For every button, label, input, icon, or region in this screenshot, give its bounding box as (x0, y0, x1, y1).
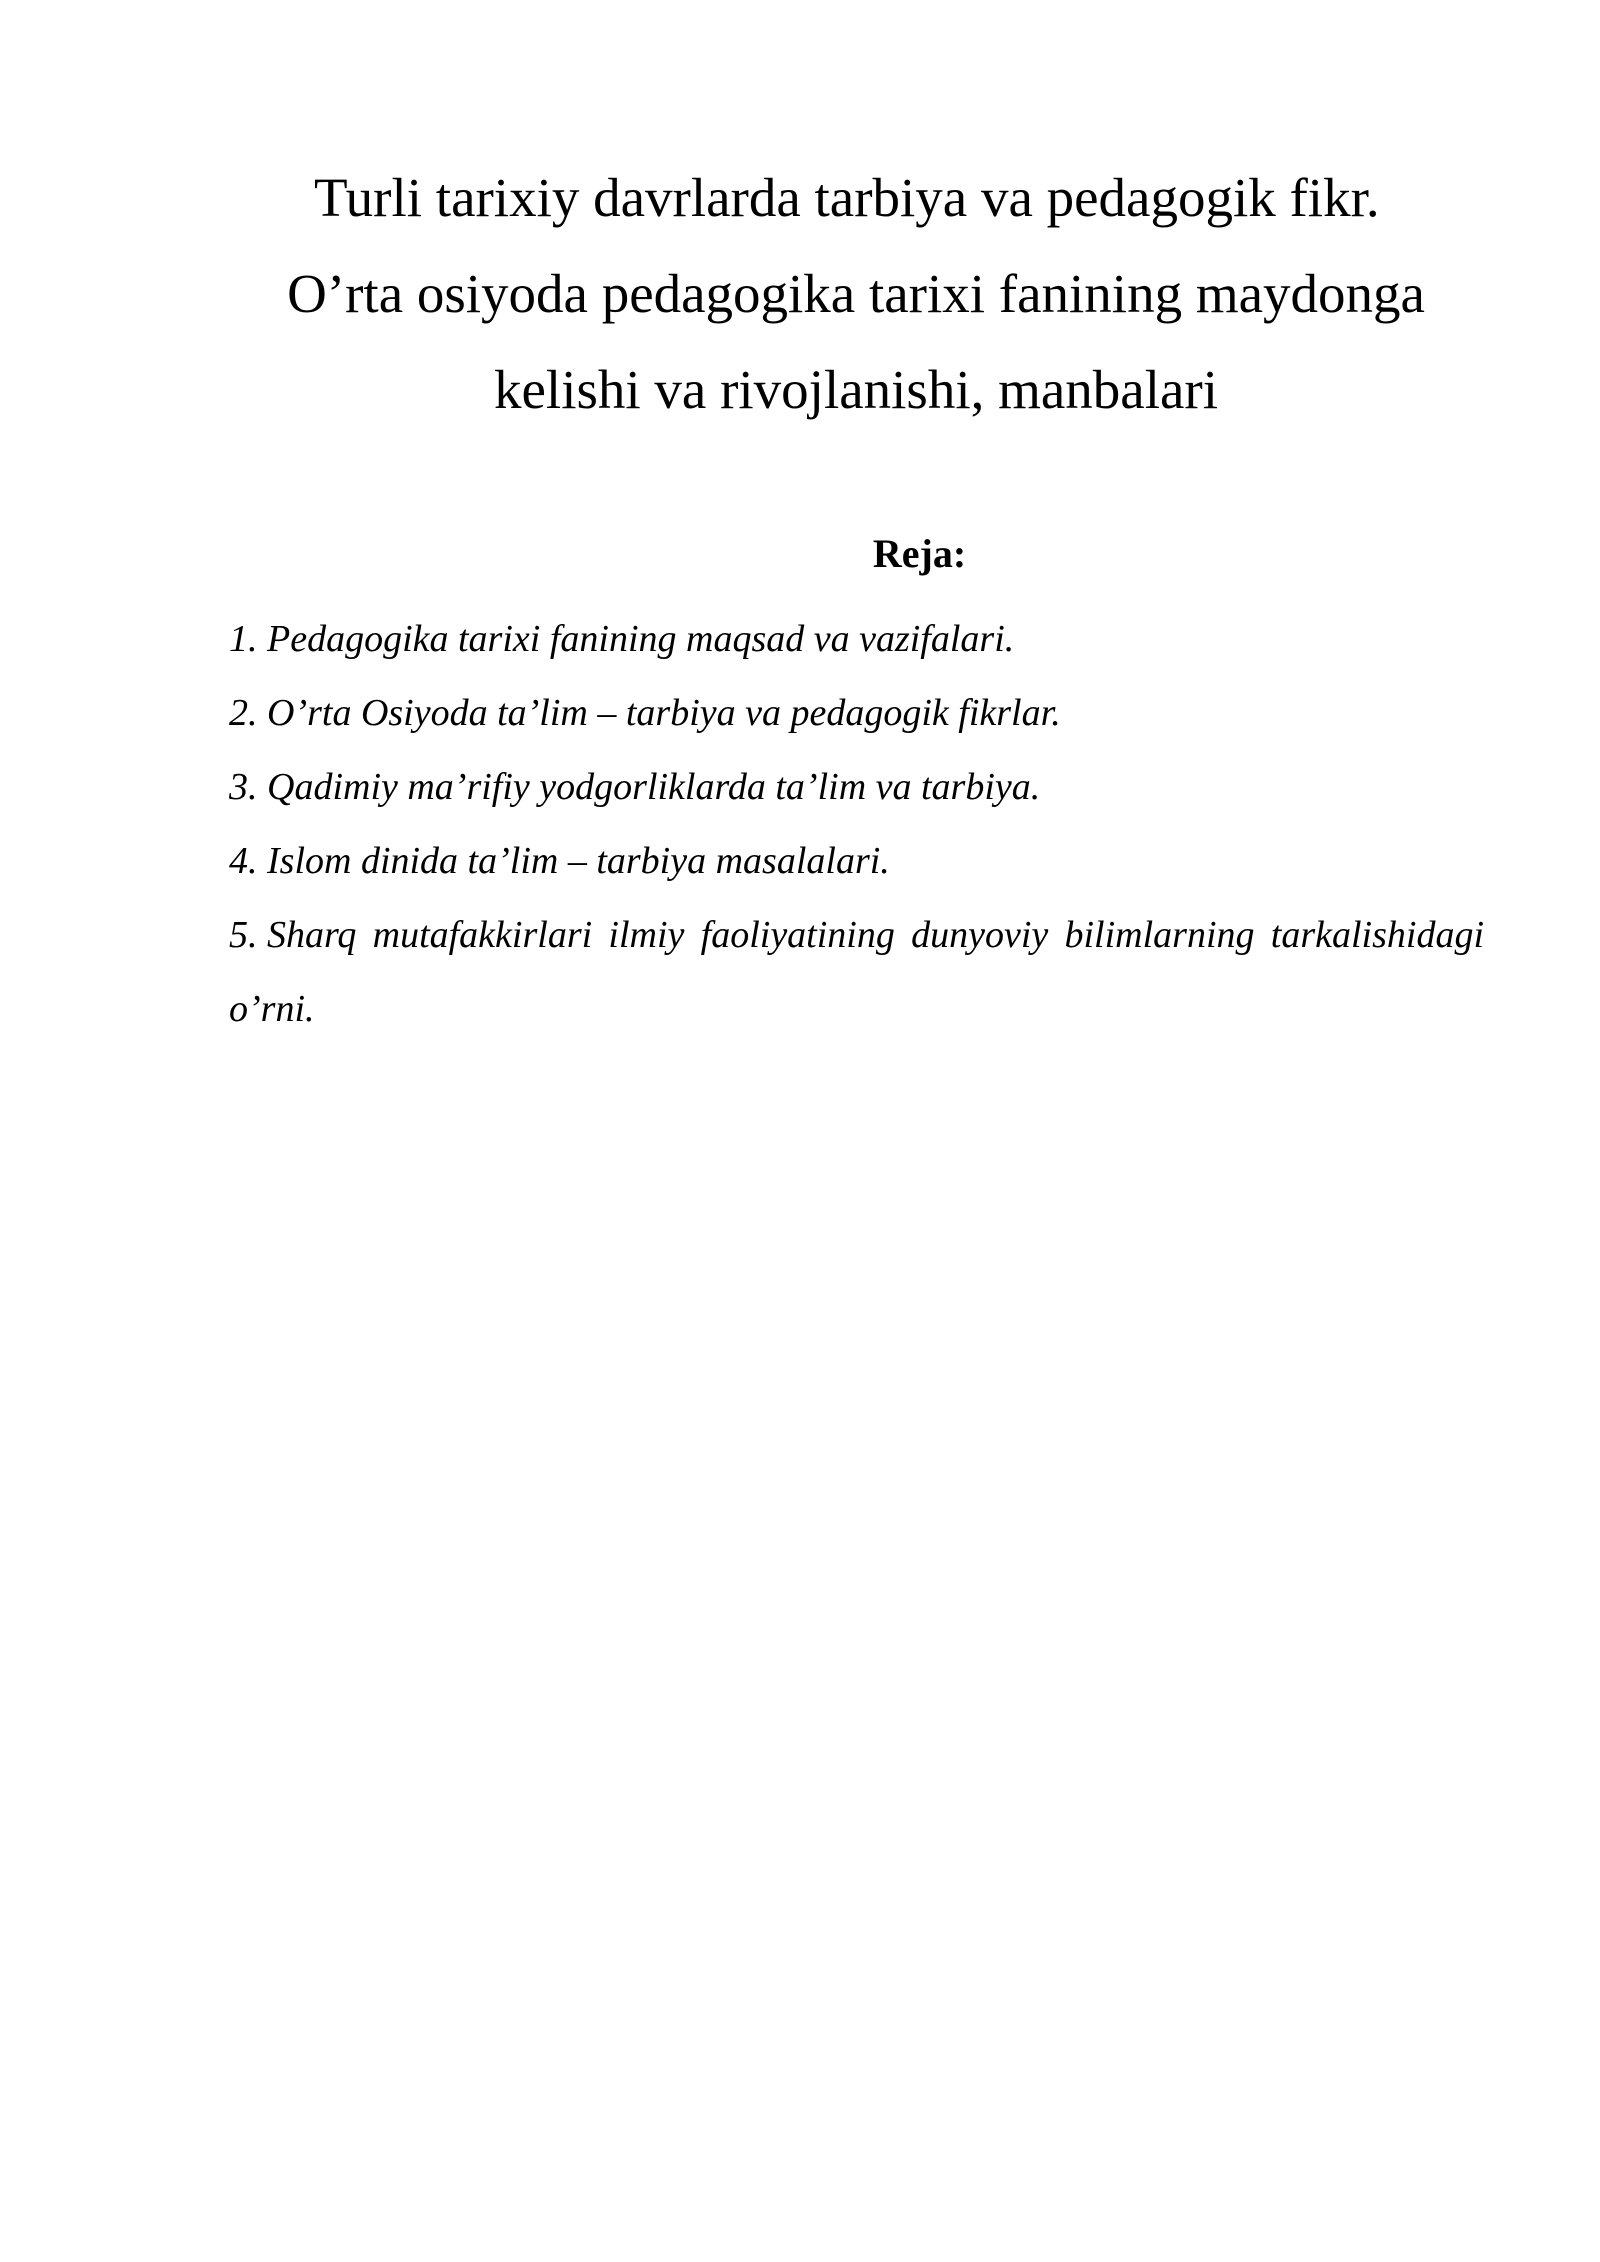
plan-item (229, 602, 1484, 676)
plan-item-number: 5. (229, 914, 258, 956)
plan-item (229, 898, 1484, 1046)
title-line-1: Turli tarixiy davrlarda tarbiya va pedagogik fikr. (314, 167, 1380, 228)
plan-heading: Reja: (872, 531, 967, 576)
plan-item-number: 3. (229, 766, 258, 808)
plan-item-text: Sharq mutafakkirlari ilmiy faoliyatining dunyoviy bilimlarning tarkalishidagi o’rni. (229, 914, 1484, 1030)
plan-item-number: 4. (229, 840, 258, 882)
plan-item-number: 1. (229, 618, 258, 660)
plan-item-number: 2. (229, 692, 258, 734)
plan-item-text: Qadimiy ma’rifiy yodgorliklarda ta’lim va tarbiya. (267, 766, 1041, 808)
plan-list (229, 602, 1484, 1046)
plan-item (229, 824, 1484, 898)
title-line-2: O’rta osiyoda pedagogika tarixi fanining maydonga (287, 263, 1425, 324)
plan-item (229, 676, 1484, 750)
document-title (226, 150, 1486, 438)
plan-item-text: Pedagogika tarixi fanining maqsad va vazifalari. (267, 618, 1015, 660)
title-line-3: kelishi va rivojlanishi, manbalari (494, 359, 1218, 420)
plan-item (229, 750, 1484, 824)
plan-item-text: O’rta Osiyoda ta’lim – tarbiya va pedagogik fikrlar. (267, 692, 1061, 734)
plan-item-text: Islom dinida ta’lim – tarbiya masalalari. (267, 840, 890, 882)
